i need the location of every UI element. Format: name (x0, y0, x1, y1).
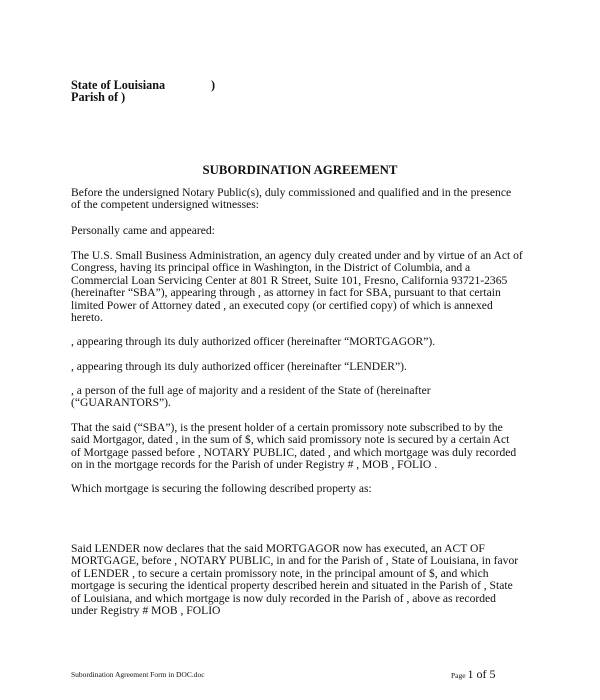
state-paren: ) (211, 78, 216, 92)
text-line: (hereinafter “SBA”), appearing through , as attorney in fact for SBA, pursuant to that certain (71, 286, 501, 300)
paragraph-declares (71, 543, 518, 617)
paragraph-lender (71, 361, 407, 373)
paragraph-appeared (71, 225, 215, 237)
text-line: of Mortgage passed before , NOTARY PUBLIC, dated , and which mortgage was duly recorded (71, 445, 517, 459)
paragraph-guarantors (71, 385, 431, 410)
text-line: under Registry # MOB , FOLIO (71, 603, 221, 617)
text-line: mortgage is securing the identical property described herein and situated in the Parish of , State (71, 579, 513, 593)
document-title: SUBORDINATION AGREEMENT (202, 163, 398, 177)
paragraph-intro (71, 187, 511, 212)
text-line: of Louisiana, and which mortgage is now duly recorded in the Parish of , above as recorded (71, 591, 496, 605)
paragraph-holder (71, 422, 516, 472)
parish-label: Parish of ) (71, 90, 126, 105)
text-line: That the said (“SBA”), is the present holder of a certain promissory note subscribed to by the (71, 421, 503, 434)
text-line: limited Power of Attorney dated , an executed copy (or certified copy) of which is annexed (71, 298, 493, 312)
state-label: State of Louisiana (71, 78, 166, 92)
text-line: Before the undersigned Notary Public(s), duly commissioned and qualified and in the presence (71, 186, 512, 199)
text-line: The U.S. Small Business Administration, an agency duly created under and by virtue of an Act of (71, 249, 523, 262)
footer-page-number (451, 667, 495, 682)
page-label: Page (451, 671, 466, 680)
text-line: of the competent undersigned witnesses: (71, 198, 260, 212)
text-line: , a person of the full age of majority and a resident of the State of (hereinafter (71, 384, 431, 397)
text-line: (“GUARANTORS”). (71, 396, 171, 410)
text-line: Commercial Loan Servicing Center at 801 R Street, Suite 101, Fresno, California 93721-2365 (71, 273, 508, 287)
text-line: said Mortgagor, dated , in the sum of $, which said promissory note is secured by a certain Act (71, 433, 510, 447)
footer-filename: Subordination Agreement Form in DOC.doc (71, 670, 205, 679)
text-line: of LENDER , to secure a certain promissory note, in the principal amount of $, and which (71, 566, 489, 580)
text-line: Said LENDER now declares that the said MORTGAGOR now has executed, an ACT OF (71, 542, 485, 555)
text-line: on in the mortgage records for the Parish of under Registry # , MOB , FOLIO . (71, 458, 438, 472)
text-line: , appearing through its duly authorized officer (hereinafter “LENDER”). (71, 360, 407, 373)
text-line: hereto. (71, 310, 103, 324)
text-line: Congress, having its principal office in Washington, in the District of Columbia, and a (71, 261, 471, 275)
text-line: Personally came and appeared: (71, 224, 215, 237)
text-line: Which mortgage is securing the following described property as: (71, 482, 372, 495)
page-count: 1 of 5 (467, 667, 496, 681)
paragraph-mortgagor (71, 336, 435, 348)
text-line: MORTGAGE, before , NOTARY PUBLIC, in and for the Parish of , State of Louisiana, in favor (71, 554, 519, 568)
venue-header (71, 78, 165, 103)
paragraph-property (71, 483, 372, 495)
text-line: , appearing through its duly authorized officer (hereinafter “MORTGAGOR”). (71, 335, 436, 348)
paragraph-sba (71, 250, 523, 324)
